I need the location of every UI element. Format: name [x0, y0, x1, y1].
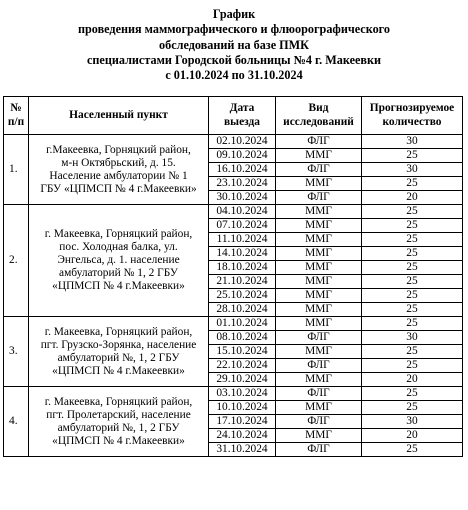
title-line: с 01.10.2024 по 31.10.2024 [165, 68, 303, 83]
count-cell: 30 [362, 331, 463, 345]
count-cell: 25 [362, 177, 463, 191]
title-line: специалистами Городской больницы №4 г. Макеевки [86, 52, 382, 67]
exam-type-cell: ММГ [276, 149, 362, 163]
location-line: г. Макеевка, Горняцкий район, [44, 395, 193, 408]
date-cell: 18.10.2024 [209, 261, 276, 275]
location-line: м-н Октябрьский, д. 15. [61, 156, 176, 169]
exam-type-cell: ММГ [276, 373, 362, 387]
date-cell: 29.10.2024 [209, 373, 276, 387]
count-cell: 25 [362, 303, 463, 317]
header-count-line: Прогнозируемое [369, 102, 455, 114]
count-cell: 25 [362, 219, 463, 233]
table-body [4, 135, 463, 457]
count-cell: 30 [362, 135, 463, 149]
count-cell: 25 [362, 401, 463, 415]
date-cell: 08.10.2024 [209, 331, 276, 345]
date-cell: 15.10.2024 [209, 345, 276, 359]
location-line: ГБУ «ЦПМСП № 4 г.Макеевки» [40, 182, 197, 195]
date-cell: 17.10.2024 [209, 415, 276, 429]
location-line: «ЦПМСП № 4 г.Макеевки» [52, 434, 185, 447]
row-number-cell: 3. [4, 317, 29, 387]
date-cell: 07.10.2024 [209, 219, 276, 233]
header-type-line: исследований [283, 115, 354, 128]
count-cell: 25 [362, 233, 463, 247]
count-cell: 30 [362, 163, 463, 177]
count-cell: 25 [362, 261, 463, 275]
exam-type-cell: ФЛГ [276, 387, 362, 401]
count-cell: 25 [362, 317, 463, 331]
date-cell: 16.10.2024 [209, 163, 276, 177]
date-cell: 21.10.2024 [209, 275, 276, 289]
header-location: Населенный пункт [29, 97, 209, 135]
location-line: пос. Холодная балка, ул. [59, 241, 178, 253]
date-cell: 02.10.2024 [209, 135, 276, 149]
exam-type-cell: ФЛГ [276, 359, 362, 373]
document-title [0, 7, 468, 83]
title-line: График [212, 7, 256, 21]
exam-type-cell: ММГ [276, 275, 362, 289]
header-num [4, 97, 29, 135]
count-cell: 25 [362, 149, 463, 163]
date-cell: 03.10.2024 [209, 387, 276, 401]
count-cell: 25 [362, 205, 463, 219]
table-row [4, 135, 463, 149]
row-number-cell: 2. [4, 205, 29, 317]
count-cell: 25 [362, 387, 463, 401]
location-line: пгт. Пролетарский, население [46, 408, 191, 421]
exam-type-cell: ММГ [276, 317, 362, 331]
date-cell: 14.10.2024 [209, 247, 276, 261]
exam-type-cell: ФЛГ [276, 191, 362, 205]
count-cell: 20 [362, 191, 463, 205]
table-row [4, 387, 463, 401]
location-cell [29, 387, 209, 457]
exam-type-cell: ММГ [276, 219, 362, 233]
location-cell [29, 135, 209, 205]
date-cell: 09.10.2024 [209, 149, 276, 163]
location-cell [29, 317, 209, 387]
exam-type-cell: ММГ [276, 177, 362, 191]
location-line: пгт. Грузско-Зорянка, население [40, 338, 197, 351]
location-line: амбулаторий № 1, 2 ГБУ [59, 267, 178, 279]
date-cell: 28.10.2024 [209, 303, 276, 317]
exam-type-cell: ММГ [276, 233, 362, 247]
header-count-line: количество [382, 115, 442, 128]
title-line: обследований на базе ПМК [159, 37, 309, 52]
exam-type-cell: ММГ [276, 401, 362, 415]
exam-type-cell: ФЛГ [276, 443, 362, 457]
exam-type-cell: ФЛГ [276, 331, 362, 345]
table-row [4, 317, 463, 331]
date-cell: 11.10.2024 [209, 233, 276, 247]
header-num-line: № [10, 102, 22, 114]
header-count [362, 97, 463, 135]
exam-type-cell: ФЛГ [276, 163, 362, 177]
count-cell: 25 [362, 289, 463, 303]
date-cell: 22.10.2024 [209, 359, 276, 373]
location-line: г.Макеевка, Горняцкий район, [46, 143, 191, 156]
count-cell: 25 [362, 359, 463, 373]
header-type [276, 97, 362, 135]
header-date-line: выезда [224, 115, 260, 128]
location-line: амбулаторий №, 1, 2 ГБУ [57, 351, 180, 364]
date-cell: 04.10.2024 [209, 205, 276, 219]
location-line: г. Макеевка, Горняцкий район, [44, 228, 193, 240]
table-header-row [4, 97, 463, 135]
location-line: Энгельса, д. 1. население [57, 254, 180, 266]
location-line: г. Макеевка, Горняцкий район, [44, 325, 193, 338]
location-line: «ЦПМСП № 4 г.Макеевки» [52, 364, 185, 377]
header-num-line: п/п [7, 115, 25, 128]
location-line: Население амбулатории № 1 [49, 169, 188, 182]
exam-type-cell: ММГ [276, 303, 362, 317]
exam-type-cell: ММГ [276, 261, 362, 275]
count-cell: 30 [362, 415, 463, 429]
exam-type-cell: ММГ [276, 205, 362, 219]
location-line: «ЦПМСП № 4 г.Макеевки» [52, 280, 185, 292]
title-line: проведения маммографического и флюорографического [78, 22, 390, 37]
count-cell: 25 [362, 275, 463, 289]
exam-type-cell: ММГ [276, 429, 362, 443]
date-cell: 30.10.2024 [209, 191, 276, 205]
exam-type-cell: ММГ [276, 289, 362, 303]
exam-type-cell: ФЛГ [276, 415, 362, 429]
header-date-line: Дата [229, 102, 255, 114]
table-row [4, 205, 463, 219]
date-cell: 31.10.2024 [209, 443, 276, 457]
header-date [209, 97, 276, 135]
count-cell: 25 [362, 443, 463, 457]
count-cell: 20 [362, 429, 463, 443]
date-cell: 23.10.2024 [209, 177, 276, 191]
row-number-cell: 4. [4, 387, 29, 457]
date-cell: 01.10.2024 [209, 317, 276, 331]
header-type-line: Вид [308, 102, 329, 114]
date-cell: 10.10.2024 [209, 401, 276, 415]
row-number-cell: 1. [4, 135, 29, 205]
location-cell [29, 205, 209, 317]
date-cell: 24.10.2024 [209, 429, 276, 443]
exam-type-cell: ММГ [276, 345, 362, 359]
schedule-table [3, 96, 463, 457]
date-cell: 25.10.2024 [209, 289, 276, 303]
count-cell: 25 [362, 247, 463, 261]
location-line: амбулаторий №, 1, 2 ГБУ [57, 421, 180, 434]
count-cell: 20 [362, 373, 463, 387]
count-cell: 25 [362, 345, 463, 359]
exam-type-cell: ФЛГ [276, 135, 362, 149]
exam-type-cell: ММГ [276, 247, 362, 261]
